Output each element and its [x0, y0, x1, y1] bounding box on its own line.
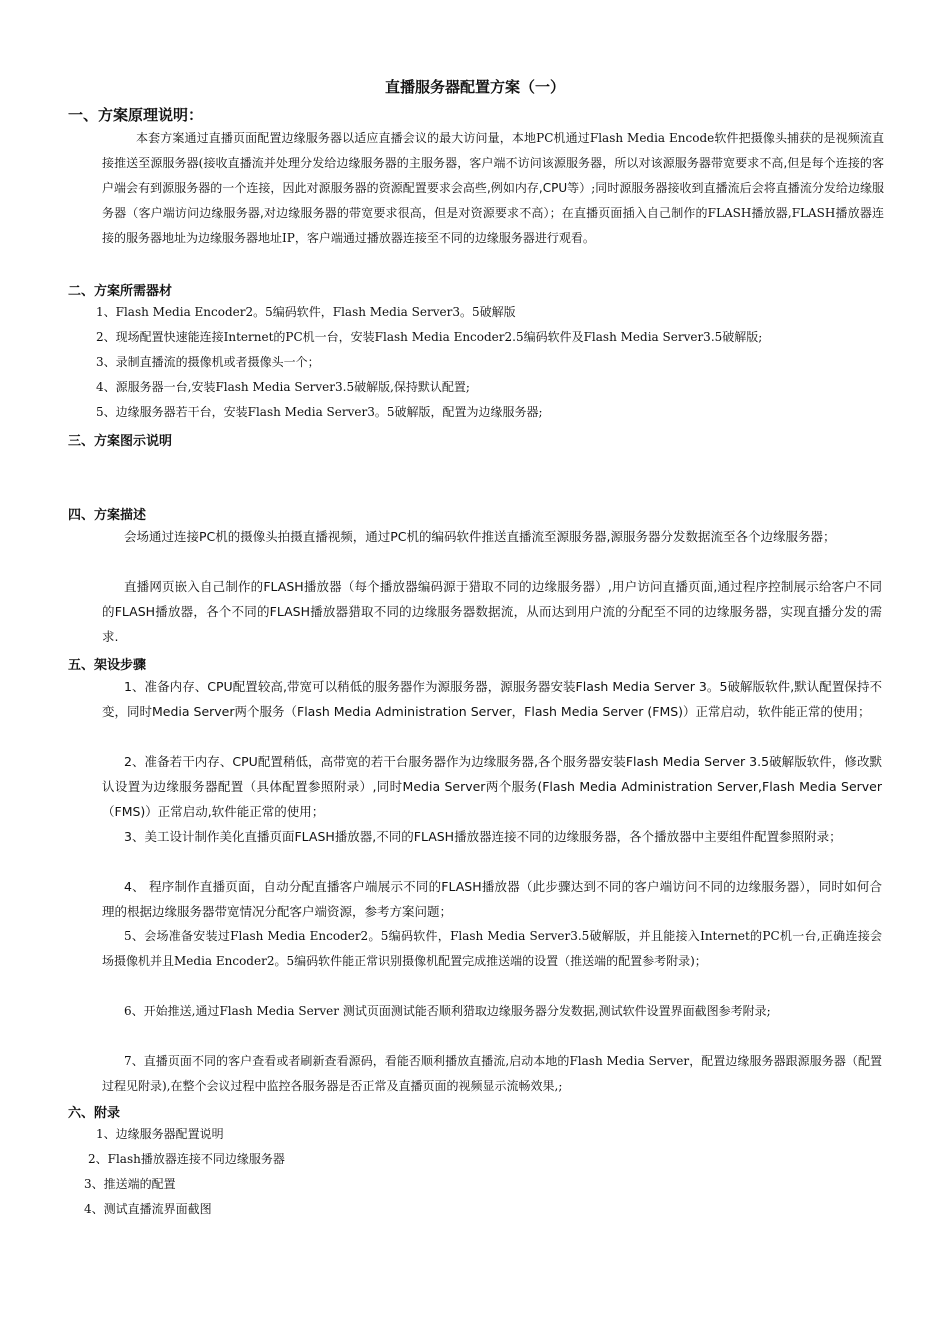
section-2-heading: 二、方案所需器材 — [68, 284, 173, 299]
equipment-item: 3、录制直播流的摄像机或者摄像头一个； — [96, 355, 320, 369]
section-3-heading: 三、方案图示说明 — [68, 434, 173, 449]
setup-step: 6、开始推送,通过Flash Media Server 测试页面测试能否顺利猎取边缘服务器分发数据,测试软件设置界面截图参考附录; — [124, 1004, 771, 1018]
setup-step: 2、准备若干内存、CPU配置稍低，高带宽的若干台服务器作为边缘服务器,各个服务器安装Flash Media Server 3.5破解版软件，修改默认设置为边缘服务器配置（具体配置参照附录）,同时Media Server两个服务(Flash Media Administration Server,Flash Media Server （FMS)）正常启动,软件能正常的使用； — [102, 754, 882, 819]
appendix-item: 3、推送端的配置 — [84, 1177, 176, 1191]
section-1-paragraph — [102, 126, 884, 251]
appendix-item: 4、测试直播流界面截图 — [84, 1202, 212, 1216]
section-5-heading: 五、架设步骤 — [68, 658, 147, 673]
section-1-text-b: 接收直播流并处理分发给边缘服务器的主服务器，客户端不访问该源服务器，所以对该源服务器带宽要求不高,但是每个连接的客户端会有到源服务器的一个连接，因此对源服务器的资源配置要求会高些,例如内存,CPU等） — [102, 156, 884, 195]
section-1-text-c: ;同时源服务器接收到直播流后会将直播流分发给边缘服务器（ — [102, 181, 885, 220]
section-1-text-a: 本套方案通过直播页面配置边缘服务器以适应直播会议的最大访问量，本地PC机通过Flash Media Encode软件把摄像头捕获的是视频流直接推送至源服务器( — [102, 131, 884, 170]
setup-step: 7、直播页面不同的客户查看或者刷新查看源码，看能否顺利播放直播流,启动本地的Flash Media Server，配置边缘服务器跟源服务器（配置过程见附录),在整个会议过程中监控各服务器是否正常及直播页面的视频显示流畅效果,; — [102, 1054, 882, 1093]
equipment-item: 1、Flash Media Encoder2。5编码软件，Flash Media Server3。5破解版 — [96, 305, 516, 319]
appendix-item: 2、Flash播放器连接不同边缘服务器 — [88, 1152, 285, 1166]
setup-step: 1、准备内存、CPU配置较高,带宽可以稍低的服务器作为源服务器，源服务器安装Flash Media Server 3。5破解版软件,默认配置保持不变，同时Media Server两个服务（Flash Media Administration Server，Flash Media Server (FMS)）正常启动，软件能正常的使用； — [102, 679, 882, 719]
section-6-heading: 六、附录 — [68, 1106, 121, 1121]
section-1-heading: 一、方案原理说明： — [68, 106, 204, 124]
appendix-item: 1、边缘服务器配置说明 — [96, 1127, 224, 1141]
equipment-item: 5、边缘服务器若干台，安装Flash Media Server3。5破解版，配置为边缘服务器; — [96, 405, 543, 419]
section-1-text-e: ；在直播页面插入自己制作的FLASH播放器,FLASH播放器连接的服务器地址为边缘服务器地址IP，客户端通过播放器连接至不同的边缘服务器进行观看。 — [102, 206, 884, 245]
setup-step: 5、会场准备安装过Flash Media Encoder2。5编码软件，Flash Media Server3.5破解版，并且能接入Internet的PC机一台,正确连接会场摄像机并且Media Encoder2。5编码软件能正常识别摄像机配置完成推送端的设置（推送端的配置参考附录)； — [102, 929, 882, 968]
section-4-paragraph-1: 会场通过连接PC机的摄像头拍摄直播视频，通过PC机的编码软件推送直播流至源服务器,源服务器分发数据流至各个边缘服务器； — [124, 529, 836, 544]
document-title: 直播服务器配置方案（一） — [384, 78, 565, 96]
section-1-text-d: 客户端访问边缘服务器,对边缘服务器的带宽要求很高，但是对资源要求不高） — [138, 206, 550, 220]
setup-step: 4、 程序制作直播页面，自动分配直播客户端展示不同的FLASH播放器（此步骤达到不同的客户端访问不同的边缘服务器），同时如何合理的根据边缘服务器带宽情况分配客户端资源，参考方案问题； — [102, 879, 882, 919]
section-4-heading: 四、方案描述 — [68, 508, 147, 523]
setup-step: 3、美工设计制作美化直播页面FLASH播放器,不同的FLASH播放器连接不同的边缘服务器，各个播放器中主要组件配置参照附录； — [124, 829, 842, 844]
equipment-item: 2、现场配置快速能连接Internet的PC机一台，安装Flash Media Encoder2.5编码软件及Flash Media Server3.5破解版; — [96, 330, 763, 344]
section-4-paragraph-2: 直播网页嵌入自己制作的FLASH播放器（每个播放器编码源于猎取不同的边缘服务器）,用户访问直播页面,通过程序控制展示给客户不同的FLASH播放器，各个不同的FLASH播放器猎取不同的边缘服务器数据流，从而达到用户流的分配至不同的边缘服务器，实现直播分发的需求. — [102, 579, 882, 644]
equipment-item: 4、源服务器一台,安装Flash Media Server3.5破解版,保持默认配置; — [96, 380, 470, 394]
